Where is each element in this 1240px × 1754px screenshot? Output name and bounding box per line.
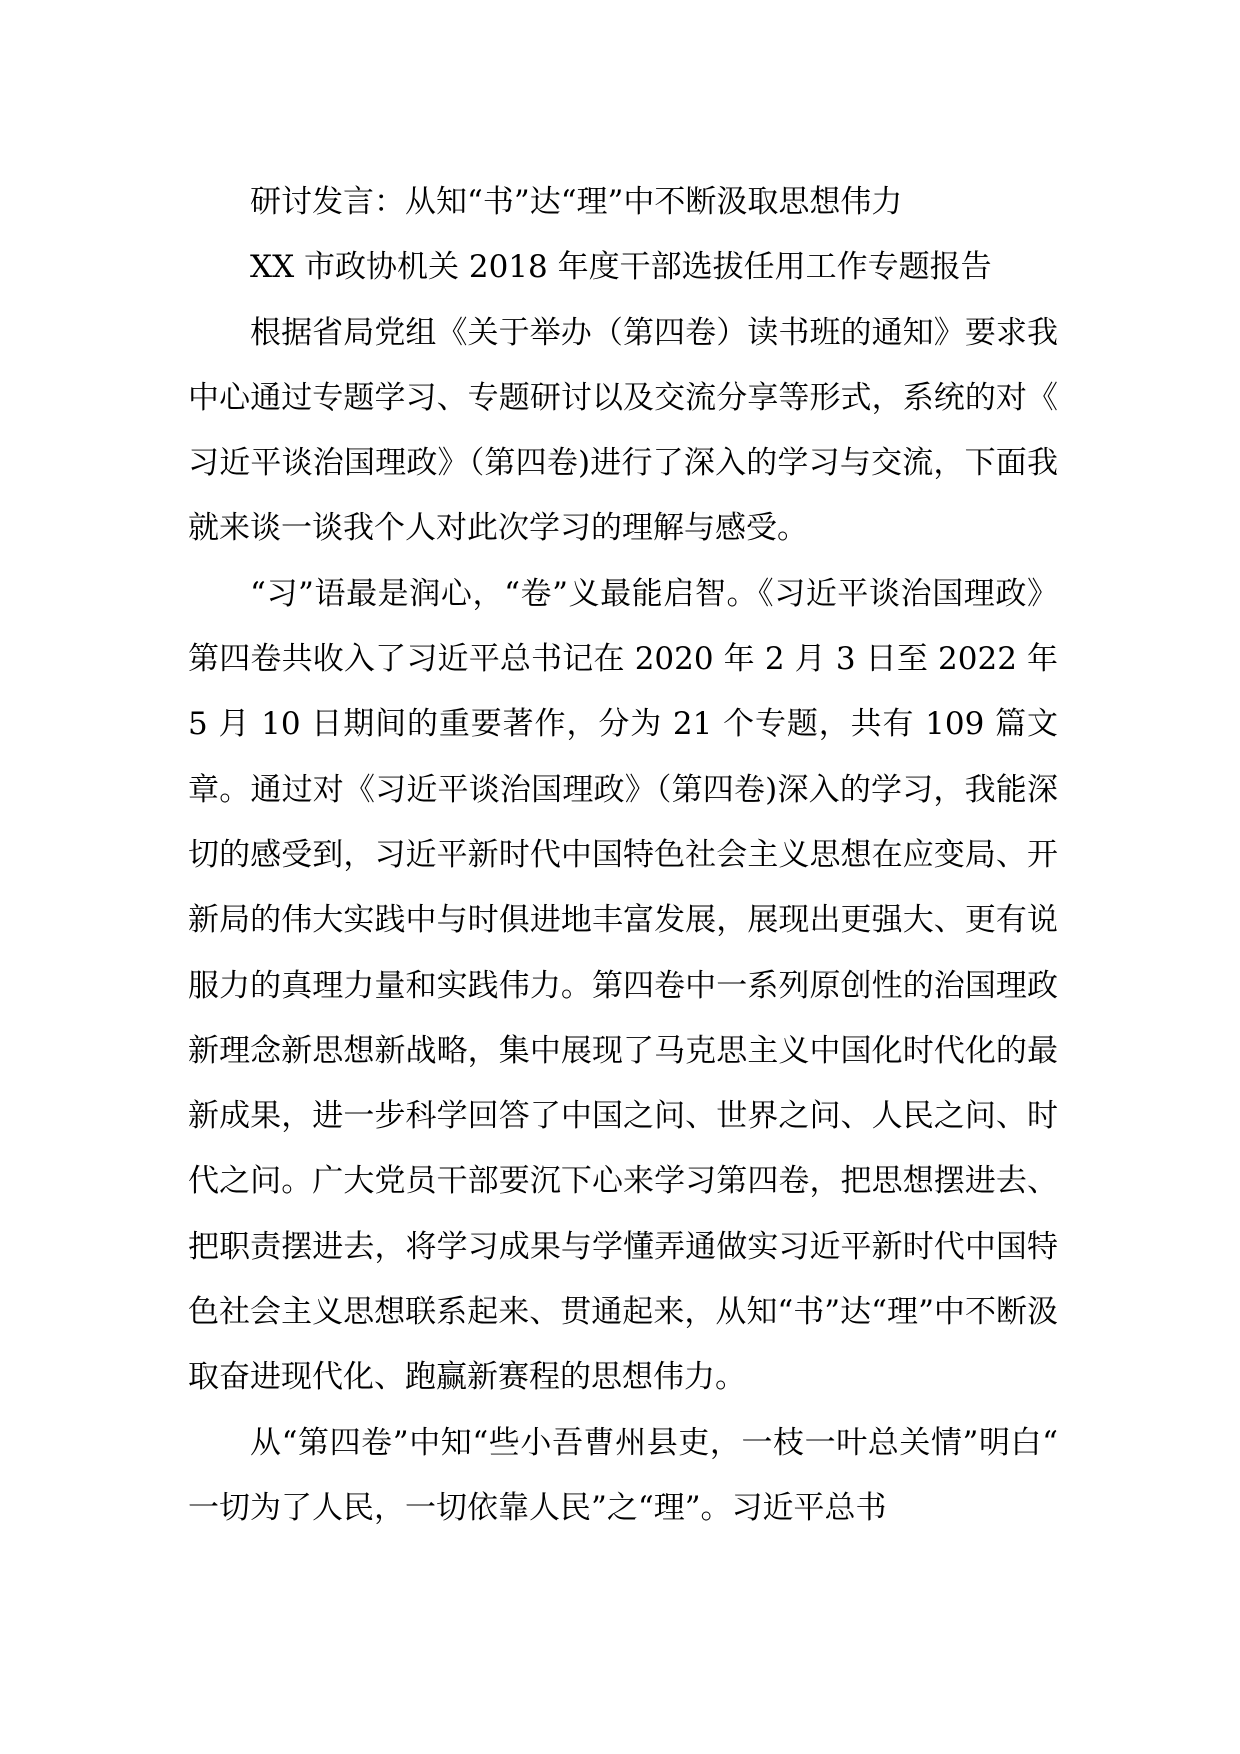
- paragraph: “习”语最是润心，“卷”义最能启智。《习近平谈治国理政》第四卷共收入了习近平总书记在 2020 年 2 月 3 日至 2022 年 5 月 10 日期间的重要著作，分为 21 个专题，共有 109 篇文章。通过对《习近平谈治国理政》（第四卷)深入的学习，我能深切的感受到，习近平新时代中国特色社会主义思想在应变局、开新局的伟大实践中与时俱进地丰富发展，展现出更强大、更有说服力的真理力量和实践伟力。第四卷中一系列原创性的治国理政新理念新思想新战略，集中展现了马克思主义中国化时代化的最新成果，进一步科学回答了中国之问、世界之问、人民之问、时代之问。广大党员干部要沉下心来学习第四卷，把思想摆进去、把职责摆进去，将学习成果与学懂弄通做实习近平新时代中国特色社会主义思想联系起来、贯通起来，从知“书”达“理”中不断汲取奋进现代化、跑赢新赛程的思想伟力。: [188, 575, 1058, 1396]
- document-page: [188, 170, 1058, 1541]
- paragraph: 根据省局党组《关于举办（第四卷）读书班的通知》要求我中心通过专题学习、专题研讨以及交流分享等形式，系统的对《习近平谈治国理政》（第四卷)进行了深入的学习与交流，下面我就来谈一谈我个人对此次学习的理解与感受。: [188, 314, 1058, 547]
- paragraph: 从“第四卷”中知“些小吾曹州县吏，一枝一叶总关情”明白“一切为了人民，一切依靠人民”之“理”。习近平总书: [188, 1424, 1058, 1526]
- document-subtitle: XX 市政协机关 2018 年度干部选拔任用工作专题报告: [250, 249, 992, 286]
- document-title: 研讨发言：从知“书”达“理”中不断汲取思想伟力: [250, 184, 903, 220]
